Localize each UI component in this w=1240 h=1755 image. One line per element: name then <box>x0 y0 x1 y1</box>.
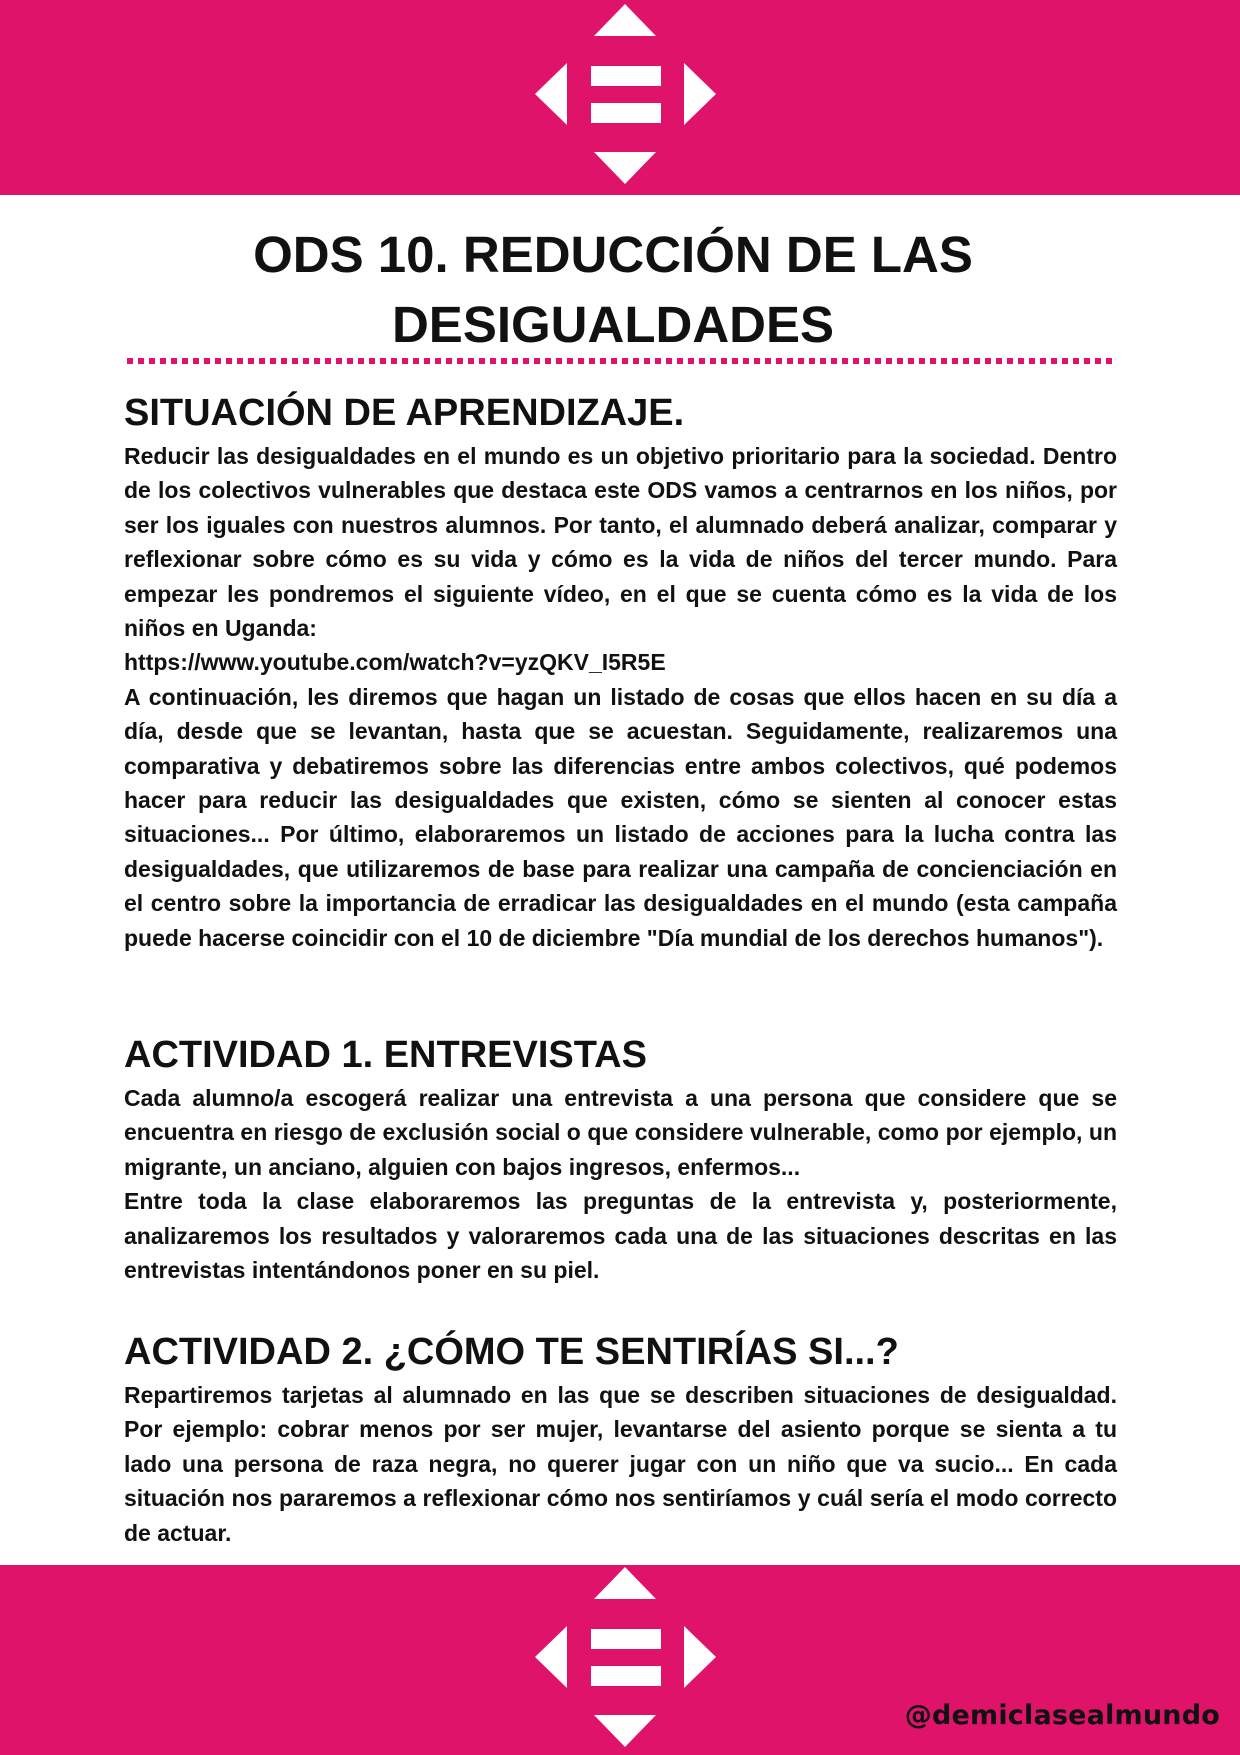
social-handle: @demiclasealmundo <box>904 1700 1220 1731</box>
situacion-intro-paragraph: Reducir las desigualdades en el mundo es un objetivo prioritario para la sociedad. Dentro de los colectivos vulnerables que destaca este ODS vamos a centrarnos en los niños, por ser los iguales con nuestros alumnos. Por tanto, el alumnado deberá analizar, comparar y reflexionar sobre cómo es su vida y cómo es la vida de niños del tercer mundo. Para empezar les pondremos el siguiente vídeo, en el que se cuenta cómo es la vida de los niños en Uganda: <box>124 443 1117 642</box>
actividad1-paragraph-2: Entre toda la clase elaboraremos las preguntas de la entrevista y, posteriormente, analizaremos los resultados y valoraremos cada una de las situaciones descritas en las entrevistas intentándonos poner en su piel. <box>124 1188 1117 1284</box>
situacion-continuation-paragraph: A continuación, les diremos que hagan un listado de cosas que ellos hacen en su día a día, desde que se levantan, hasta que se acuestan. Seguidamente, realizaremos una comparativa y debatiremos sobre las diferencias entre ambos colectivos, qué podemos hacer para reducir las desigualdades que existen, cómo se sienten al conocer estas situaciones... Por último, elaboraremos un listado de acciones para la lucha contra las desigualdades, que utilizaremos de base para realizar una campaña de concienciación en el centro sobre la importancia de erradicar las desigualdades en el mundo (esta campaña puede hacerse coincidir con el 10 de diciembre "Día mundial de los derechos humanos"). <box>124 683 1117 951</box>
section-heading: ACTIVIDAD 1. ENTREVISTAS <box>124 1034 647 1076</box>
equality-arrows-icon <box>530 2 720 192</box>
section-actividad-1 <box>124 1032 1117 1287</box>
equality-arrows-icon <box>530 1565 720 1755</box>
section-situacion-aprendizaje <box>124 390 1117 955</box>
section-actividad-2 <box>124 1329 1117 1550</box>
actividad1-paragraph-1: Cada alumno/a escogerá realizar una entrevista a una persona que considere que se encuentra en riesgo de exclusión social o que considere vulnerable, como por ejemplo, un migrante, un anciano, alguien con bajos ingresos, enfermos... <box>124 1085 1117 1180</box>
section-heading: SITUACIÓN DE APRENDIZAJE. <box>124 392 685 434</box>
section-heading: ACTIVIDAD 2. ¿CÓMO TE SENTIRÍAS SI...? <box>124 1331 899 1373</box>
video-link[interactable]: https://www.youtube.com/watch?v=yzQKV_I5R5E <box>124 649 666 676</box>
actividad2-paragraph-1: Repartiremos tarjetas al alumnado en las que se describen situaciones de desigualdad. Por ejemplo: cobrar menos por ser mujer, levantarse del asiento porque se sienta a tu lado una persona de raza negra, no querer jugar con un niño que va sucio... En cada situación nos pararemos a reflexionar cómo nos sentiríamos y cuál sería el modo correcto de actuar. <box>124 1382 1117 1546</box>
dotted-divider <box>124 358 1118 364</box>
page-title: ODS 10. REDUCCIÓN DE LAS DESIGUALDADES <box>253 226 973 353</box>
